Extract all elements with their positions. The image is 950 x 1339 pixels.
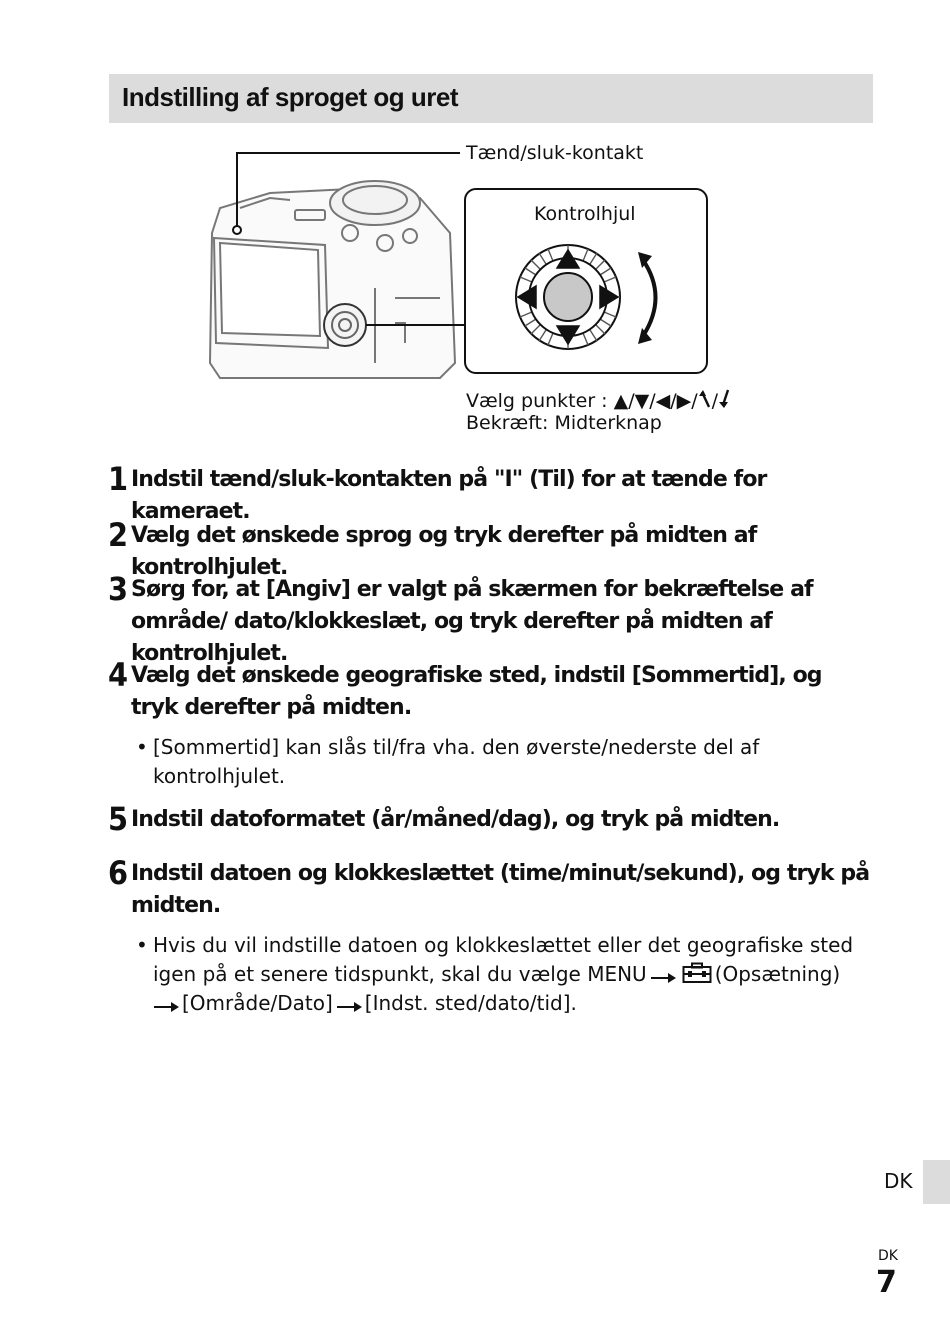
bullet-icon: • [136,735,148,759]
step-text: Vælg det ønskede geografiske sted, indstil [Sommertid], og tryk derefter på midten. [131,663,822,720]
setup-toolbox-icon [682,962,712,984]
step-number: 6 [108,854,129,892]
control-wheel-label: Kontrolhjul [534,203,636,225]
note-text: [Sommertid] kan slås til/fra vha. den øverste/nederste del af kontrolhjulet. [153,735,760,788]
confirm-label: Bekræft: Midterknap [466,412,662,434]
select-items-label: Vælg punkter : ▲/▼/◀/▶/ / [466,389,732,412]
page-number: 7 [876,1265,897,1300]
power-switch-label: Tænd/sluk-kontakt [466,142,644,164]
step-number: 1 [108,460,129,498]
note-text: Hvis du vil indstille datoen og klokkeslættet eller det geografiske sted igen på et senere tidspunkt, skal du vælge MENU (Opsætning) [Område/Dato] [Indst. sted/dato/tid]. [153,933,854,1015]
language-side-tab [923,1160,950,1204]
step-text: Indstil tænd/sluk-kontakten på "I" (Til) for at tænde for kameraet. [131,467,767,524]
step-text: Indstil datoen og klokkeslættet (time/minut/sekund), og tryk på midten. [131,861,870,918]
page-title: Indstilling af sproget og uret [122,82,458,112]
section-header [109,74,873,123]
step-number: 4 [108,656,129,694]
rotate-left-icon [698,389,712,409]
rotate-right-icon [718,389,732,409]
language-side-label: DK [884,1169,913,1193]
footer-language-code: DK [878,1248,898,1264]
step-text: Vælg det ønskede sprog og tryk derefter på midten af kontrolhjulet. [131,523,757,580]
arrow-right-icon [153,1001,179,1013]
arrow-right-icon [650,972,676,984]
control-wheel-icon [510,240,670,352]
step-text: Sørg for, at [Angiv] er valgt på skærmen for bekræftelse af område/ dato/klokkeslæt, og tryk derefter på midten af kontrolhjulet. [131,577,813,666]
step-text: Indstil datoformatet (år/måned/dag), og tryk på midten. [131,807,780,832]
step-number: 2 [108,516,129,554]
step-number: 5 [108,800,129,838]
arrow-right-icon [336,1001,362,1013]
bullet-icon: • [136,933,148,957]
step-number: 3 [108,570,129,608]
